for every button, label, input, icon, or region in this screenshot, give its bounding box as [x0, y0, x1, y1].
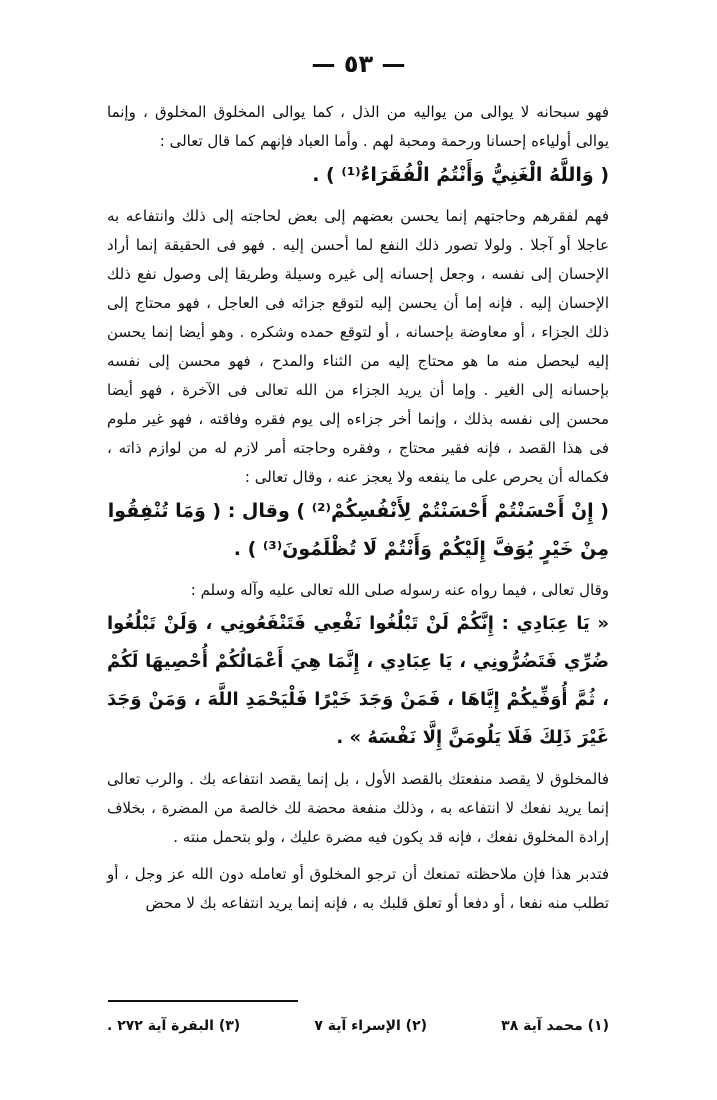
paragraph-4: فالمخلوق لا يقصد منفعتك بالقصد الأول ، بل إنما يقصد انتفاعه بك . والرب تعالى إنما يريد نفعك لا انتفاعه به ، وذلك منفعة محضة لك خالصة من المضرة ، بخلاف إرادة المخلوق نفعك ، فإنه قد يكون فيه مضرة عليك ، ولو بتحمل منته . [107, 770, 609, 846]
hadith-quote: « يَا عِبَادِي : إِنَّكُمْ لَنْ تَبْلُغُوا نَفْعِي فَتَنْفَعُونِي ، وَلَنْ تَبْلُغُوا ضُرِّي فَتَضُرُّونِي ، يَا عِبَادِي ، إِنَّمَا هِيَ أَعْمَالُكُمْ أُحْصِيهَا لَكُمْ ، ثُمَّ أُوَفِّيكُمْ إِيَّاهَا ، فَمَنْ وَجَدَ خَيْرًا فَلْيَحْمَدِ اللَّهَ ، وَمَنْ وَجَدَ غَيْرَ ذَلِكَ فَلَا يَلُومَنَّ إِلَّا نَفْسَهُ » . [107, 613, 609, 748]
footnotes [107, 1018, 609, 1034]
paragraph-3: وقال تعالى ، فيما رواه عنه رسوله صلى الله تعالى عليه وآله وسلم : [190, 581, 609, 599]
footnote-1: (١) محمد آية ٣٨ [501, 1018, 609, 1034]
footnote-3: (٣) البقرة آية ٢٧٢ . [107, 1018, 241, 1034]
quran-verse-1: ( وَاللَّهُ الْغَنِيُّ وَأَنْتُمُ الْفُقَرَاءُ⁽¹⁾ ) . [312, 164, 609, 186]
paragraph-2: فهم لفقرهم وحاجتهم إنما يحسن بعضهم إلى بعض لحاجته إلى ذلك وانتفاعه به عاجلا أو آجلا . ولولا تصور ذلك النفع لما أحسن إليه . فهو فى الحقيقة إنما أراد الإحسان إلى نفسه ، وجعل إحسانه إلى غيره وسيلة وطريقا إلى وصول نفع ذلك الإحسان إليه . فإنه إما أن يحسن إليه لتوقع جزائه فى العاجل ، فهو محتاج إلى ذلك الجزاء ، أو معاوضة بإحسانه ، أو لتوقع حمده وشكره . وهو أيضا إنما يحسن إليه ليحصل منه ما هو محتاج إليه من الثناء والمدح ، فهو محسن إلى نفسه بإحسانه إلى الغير . وإما أن يريد الجزاء من الله تعالى فى الآخرة ، فهو أيضا محسن إلى نفسه بذلك ، وإنما أخر جزاءه إلى يوم فقره وفاقته ، فهو غير ملوم فى هذا القصد ، فإنه فقير محتاج ، وفقره وحاجته أمر لازم له من لوازم ذاته ، فكماله أن يحرص على ما ينفعه ولا يعجز عنه ، وقال تعالى : [107, 207, 609, 486]
paragraph-5: فتدبر هذا فإن ملاحظته تمنعك أن ترجو المخلوق أو تعامله دون الله عز وجل ، أو تطلب منه نفعا ، أو دفعا أو تعلق قلبك به ، فإنه إنما يريد انتفاعه بك لا محض [107, 865, 609, 912]
footnote-2: (٢) الإسراء آية ٧ [314, 1018, 428, 1034]
paragraph-1: فهو سبحانه لا يوالى من يواليه من الذل ، كما يوالى المخلوق المخلوق ، وإنما يوالى أولياءه إحسانا ورحمة ومحبة لهم . وأما العباد فإنهم كما قال تعالى : [107, 103, 609, 150]
quran-verse-2: ( إِنْ أَحْسَنْتُمْ أَحْسَنْتُمْ لِأَنْفُسِكُمْ⁽²⁾ ) وقال : ( وَمَا تُنْفِقُوا مِنْ خَيْرٍ يُوَفَّ إِلَيْكُمْ وَأَنْتُمْ لَا تُظْلَمُونَ⁽³⁾ ) . [107, 500, 609, 560]
page-number: — ٥٣ — [311, 50, 406, 78]
page-body [107, 98, 609, 918]
footnote-divider [108, 1000, 298, 1002]
